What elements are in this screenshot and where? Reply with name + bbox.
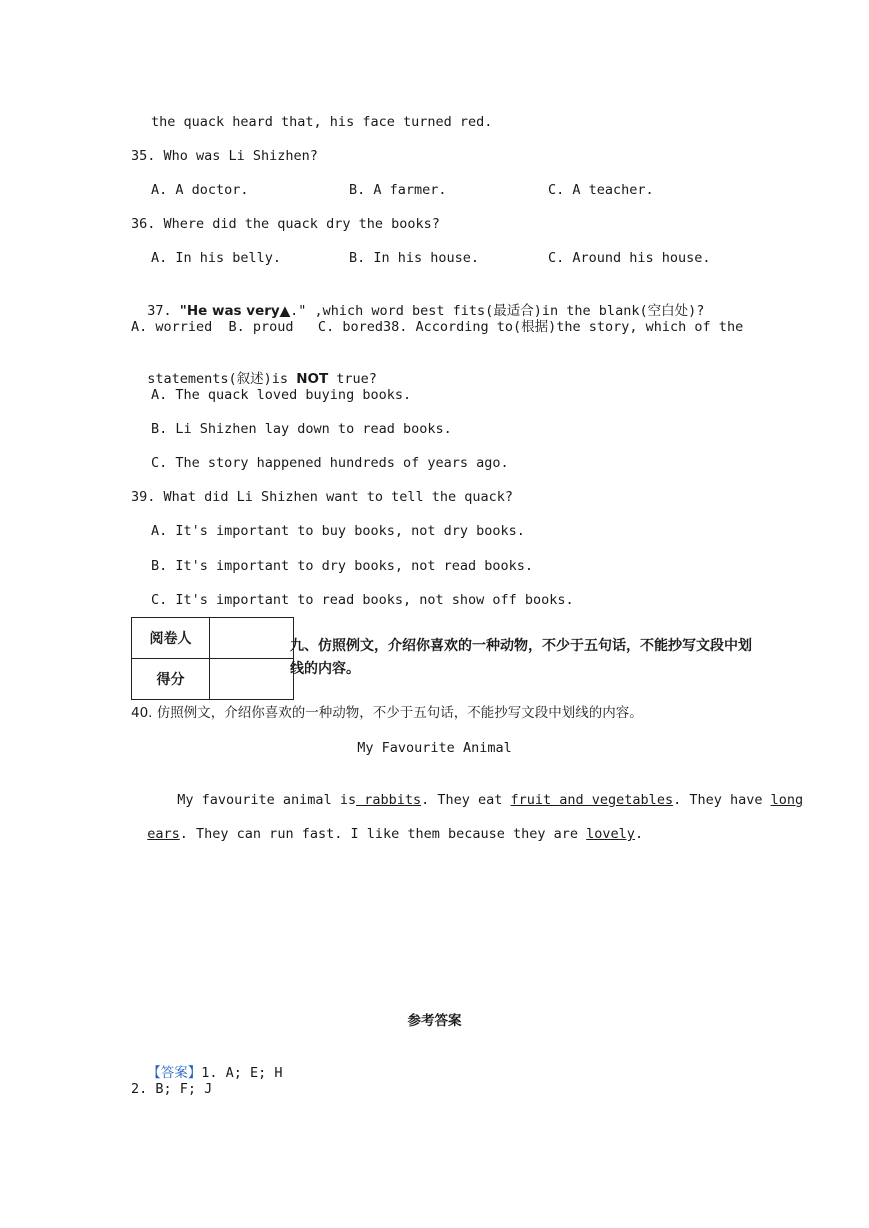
answer-line-2: 2. B; F; J bbox=[131, 1081, 213, 1097]
question-36-option-c: C. Around his house. bbox=[548, 250, 711, 266]
question-38-not-emphasis: NOT bbox=[296, 371, 329, 387]
underlined-feature: long bbox=[770, 792, 804, 808]
section-9-heading: 九、仿照例文，介绍你喜欢的一种动物，不少于五句话，不能抄写文段中划线的内容。 bbox=[290, 638, 752, 677]
example-paragraph-line-1 bbox=[161, 773, 803, 809]
score-label: 得分 bbox=[132, 659, 210, 700]
answer-line-1 bbox=[131, 1046, 283, 1082]
question-39-option-a: A. It's important to buy books, not dry books. bbox=[151, 523, 525, 539]
question-39-stem: 39. What did Li Shizhen want to tell the quack? bbox=[131, 489, 514, 505]
question-37-quote: "He was very bbox=[179, 303, 280, 319]
example-text: My favourite animal is bbox=[177, 792, 357, 808]
reviewer-cell bbox=[210, 618, 294, 659]
question-36-option-b: B. In his house. bbox=[349, 250, 480, 266]
question-37-stem bbox=[131, 284, 704, 320]
question-38-stem-continued bbox=[131, 352, 377, 388]
underlined-feature-cont: ears bbox=[147, 826, 180, 842]
answer-tag: 【答案】 bbox=[147, 1065, 202, 1081]
question-38-option-c: C. The story happened hundreds of years ago. bbox=[151, 455, 509, 471]
blank-marker: ▲ bbox=[279, 303, 291, 319]
question-38-option-a: A. The quack loved buying books. bbox=[151, 387, 412, 403]
question-36-stem: 36. Where did the quack dry the books? bbox=[131, 216, 440, 232]
example-text: . They eat bbox=[421, 792, 511, 808]
question-39-option-b: B. It's important to dry books, not read books. bbox=[151, 558, 534, 574]
question-38-option-b: B. Li Shizhen lay down to read books. bbox=[151, 421, 452, 437]
underlined-food: fruit and vegetables bbox=[510, 792, 674, 808]
question-35-option-b: B. A farmer. bbox=[349, 182, 447, 198]
question-38-stem-end: true? bbox=[328, 371, 377, 387]
question-35-option-c: C. A teacher. bbox=[548, 182, 654, 198]
answer-1: 1. A; E; H bbox=[201, 1065, 283, 1081]
question-38-stem-part: statements(叙述)is bbox=[147, 371, 297, 387]
example-text: . They can run fast. I like them because they are bbox=[179, 826, 587, 842]
question-35-option-a: A. A doctor. bbox=[151, 182, 249, 198]
carryover-line: the quack heard that, his face turned red. bbox=[151, 114, 493, 130]
question-39-option-c: C. It's important to read books, not show off books. bbox=[151, 592, 574, 608]
score-table bbox=[131, 617, 294, 700]
reviewer-label: 阅卷人 bbox=[132, 618, 210, 659]
example-paragraph-line-2 bbox=[131, 807, 643, 843]
question-35-stem: 35. Who was Li Shizhen? bbox=[131, 148, 318, 164]
underlined-reason: lovely bbox=[586, 826, 635, 842]
answers-title: 参考答案 bbox=[407, 1013, 462, 1029]
question-40-stem: 40. 仿照例文，介绍你喜欢的一种动物，不少于五句话，不能抄写文段中划线的内容。 bbox=[131, 705, 643, 721]
score-cell bbox=[210, 659, 294, 700]
underlined-animal: rabbits bbox=[356, 792, 422, 808]
example-text: . bbox=[634, 826, 644, 842]
question-36-option-a: A. In his belly. bbox=[151, 250, 282, 266]
question-37-rest: ." ,which word best fits(最适合)in the blank(空白处)? bbox=[290, 303, 705, 319]
question-37-number: 37. bbox=[147, 303, 180, 319]
question-37-options-and-38-stem: A. worried B. proud C. bored38. According to(根据)the story, which of the bbox=[131, 319, 744, 335]
essay-title: My Favourite Animal bbox=[357, 740, 512, 756]
example-text: . They have bbox=[673, 792, 771, 808]
